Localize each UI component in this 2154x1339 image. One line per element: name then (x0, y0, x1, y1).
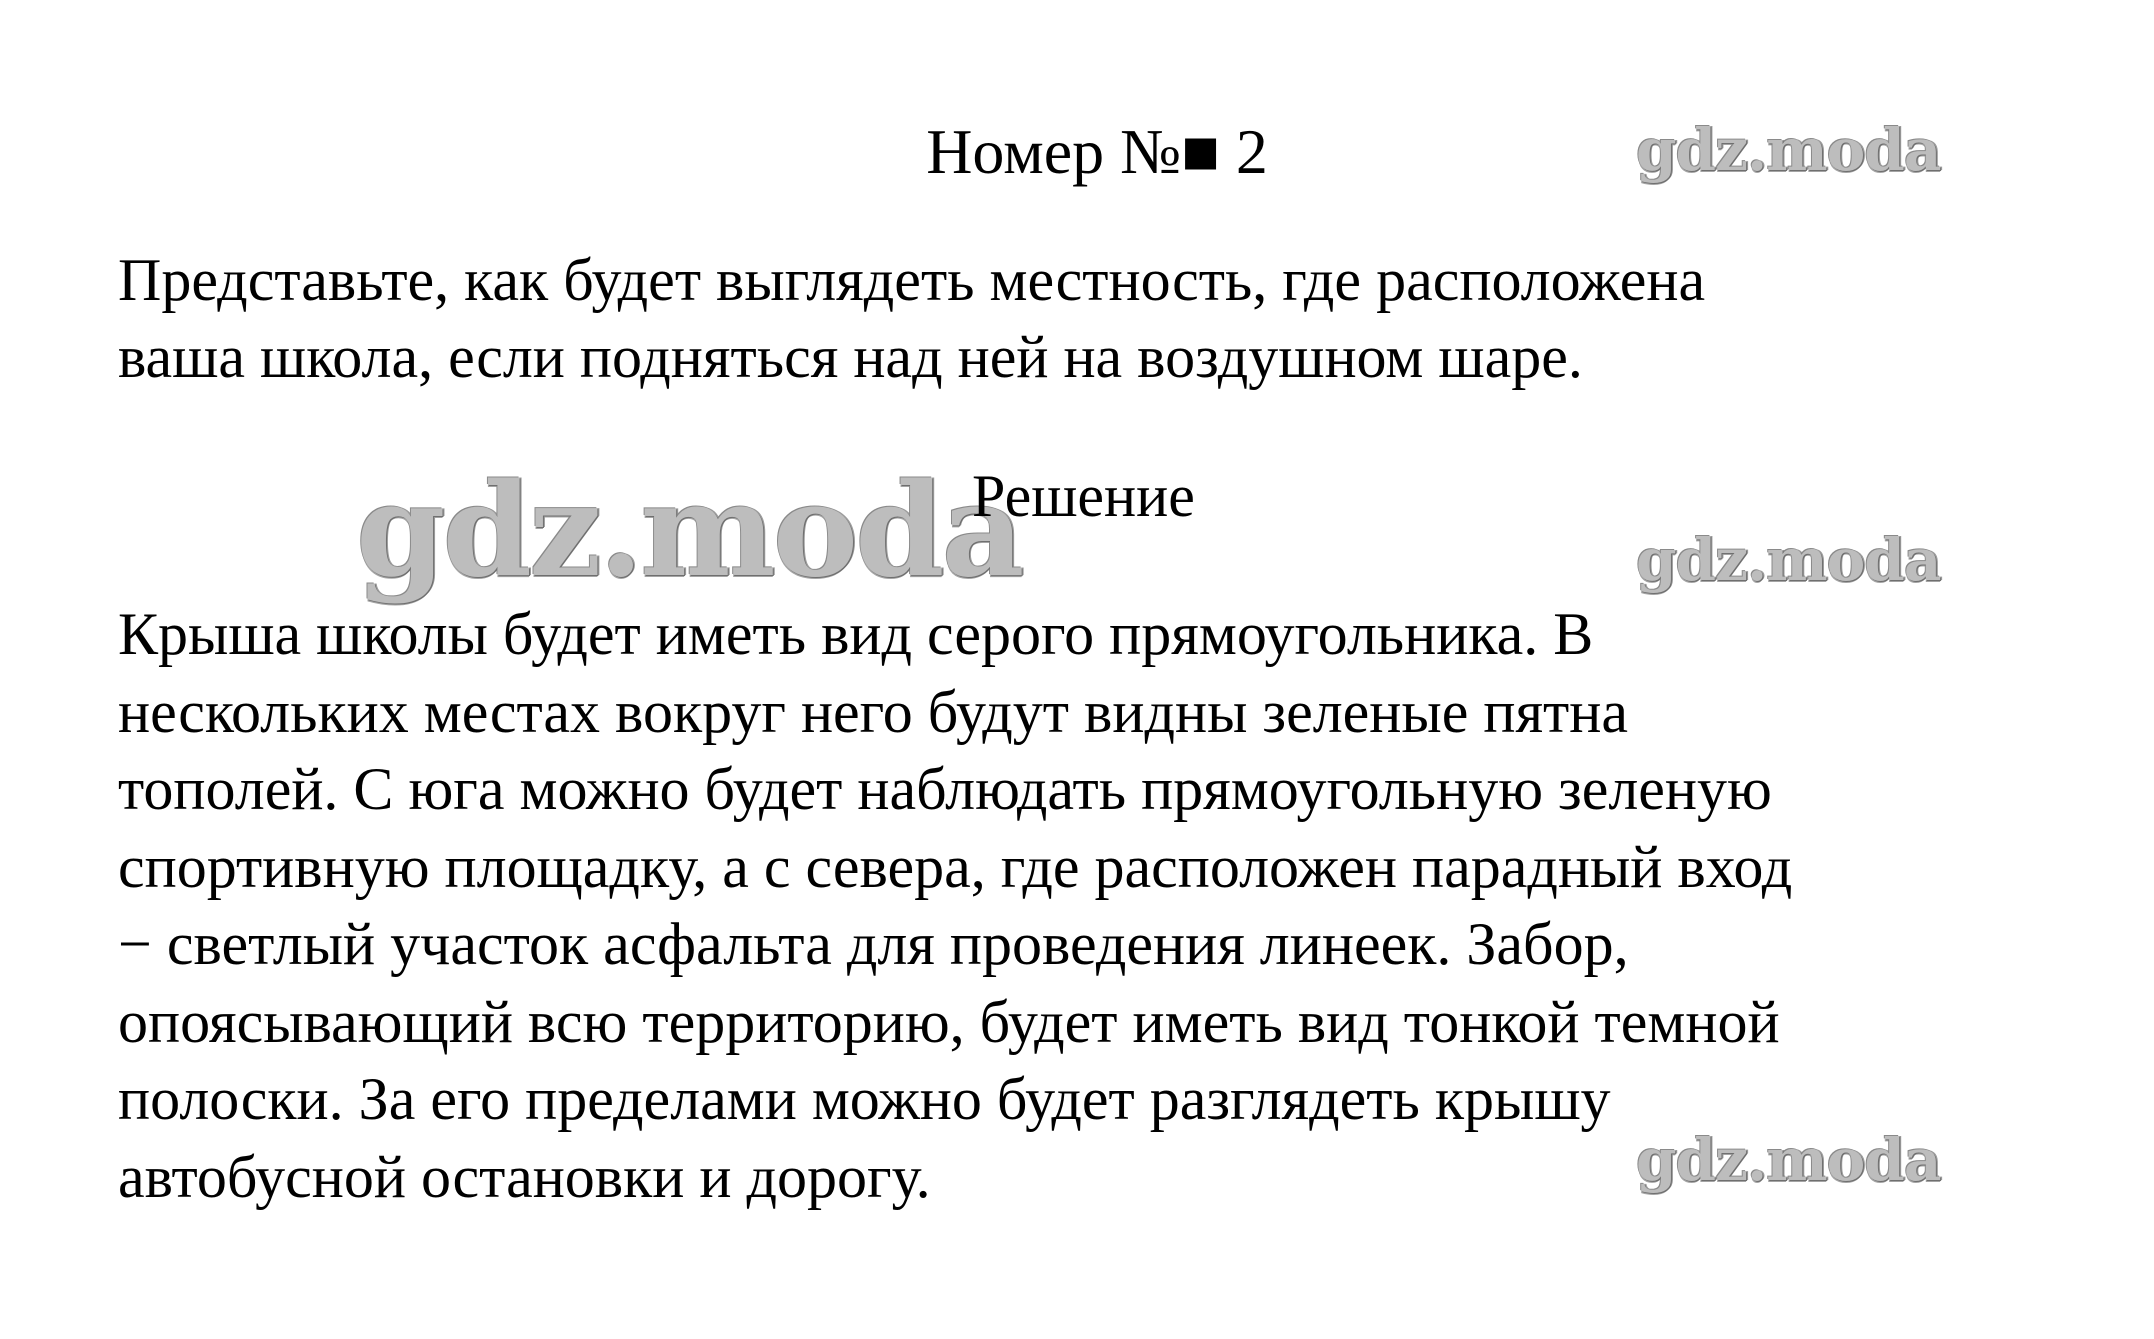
watermark-top: gdz.moda (1636, 116, 1941, 184)
answer-text (118, 596, 2078, 1216)
answer-line: спортивную площадку, а с севера, где расположен парадный вход (118, 833, 1793, 900)
watermark-bottom: gdz.moda (1636, 1126, 1941, 1194)
answer-line: полоски. За его пределами можно будет разглядеть крышу (118, 1066, 1611, 1132)
task-line: ваша школа, если подняться над ней на воздушном шаре. (118, 324, 1583, 390)
solution-label: Решение (972, 463, 1195, 529)
task-text (118, 242, 2018, 396)
watermark-middle: gdz.moda (1636, 526, 1941, 594)
answer-line: опоясывающий всю территорию, будет иметь вид тонкой темной (118, 988, 1780, 1055)
exercise-number-heading: Номер №■ 2 (926, 116, 1268, 187)
answer-line: нескольких местах вокруг него будут видны зеленые пятна (118, 678, 1629, 745)
answer-line: − светлый участок асфальта для проведения линеек. Забор, (118, 911, 1629, 977)
answer-line: тополей. С юга можно будет наблюдать прямоугольную зеленую (118, 756, 1772, 822)
answer-line: Крыша школы будет иметь вид серого прямоугольника. В (118, 601, 1594, 667)
task-line: Представьте, как будет выглядеть местность, где расположена (118, 247, 1706, 313)
answer-line: автобусной остановки и дорогу. (118, 1143, 931, 1210)
watermark-large: gdz.moda (356, 456, 1022, 606)
